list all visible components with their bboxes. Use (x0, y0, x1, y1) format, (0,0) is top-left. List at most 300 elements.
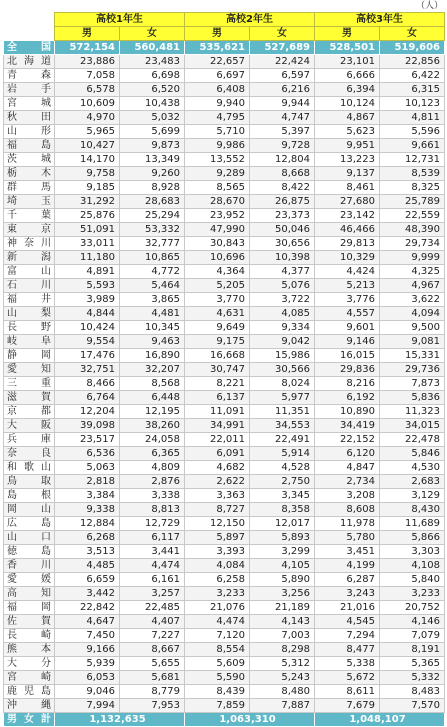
table-cell: 5,590 (185, 671, 250, 685)
table-cell: 13,552 (185, 153, 250, 167)
table-cell: 8,298 (250, 643, 315, 657)
table-cell: 34,991 (185, 419, 250, 433)
prefecture-name: 奈良 (4, 447, 55, 461)
table-cell: 12,731 (380, 153, 445, 167)
table-cell: 5,893 (250, 531, 315, 545)
prefecture-name: 兵庫 (4, 433, 55, 447)
table-cell: 3,384 (55, 489, 120, 503)
prefecture-name: 福島 (4, 139, 55, 153)
table-cell: 6,536 (55, 447, 120, 461)
prefecture-name: 神奈川 (4, 237, 55, 251)
table-cell: 4,772 (120, 265, 185, 279)
grade-2-header: 高校2年生 (185, 13, 315, 27)
table-cell: 4,809 (120, 461, 185, 475)
table-cell: 10,345 (120, 321, 185, 335)
table-cell: 8,191 (380, 643, 445, 657)
table-cell: 4,094 (380, 307, 445, 321)
table-cell: 6,365 (120, 447, 185, 461)
table-row (4, 125, 445, 139)
table-cell: 6,287 (315, 573, 380, 587)
table-cell: 7,679 (315, 699, 380, 713)
table-cell: 3,865 (120, 293, 185, 307)
table-row (4, 643, 445, 657)
table-cell: 9,334 (250, 321, 315, 335)
table-cell: 8,668 (250, 167, 315, 181)
table-cell: 9,999 (380, 251, 445, 265)
table-cell: 2,734 (315, 475, 380, 489)
table-cell: 5,965 (55, 125, 120, 139)
table-cell: 3,622 (380, 293, 445, 307)
table-cell: 12,884 (55, 517, 120, 531)
table-row (4, 699, 445, 713)
table-row (4, 573, 445, 587)
table-cell: 29,813 (315, 237, 380, 251)
table-row (4, 111, 445, 125)
table-cell: 9,986 (185, 139, 250, 153)
table-cell: 11,180 (55, 251, 120, 265)
table-cell: 9,260 (120, 167, 185, 181)
prefecture-name: 福井 (4, 293, 55, 307)
table-cell: 32,777 (120, 237, 185, 251)
table-cell: 3,243 (315, 587, 380, 601)
table-cell: 6,120 (315, 447, 380, 461)
table-cell: 8,477 (315, 643, 380, 657)
prefecture-name: 大阪 (4, 419, 55, 433)
table-cell: 4,557 (315, 307, 380, 321)
table-cell: 7,058 (55, 69, 120, 83)
table-cell: 3,129 (380, 489, 445, 503)
table-cell: 16,668 (185, 349, 250, 363)
table-cell: 8,216 (315, 377, 380, 391)
table-cell: 3,303 (380, 545, 445, 559)
table-cell: 29,736 (380, 363, 445, 377)
table-cell: 5,890 (250, 573, 315, 587)
table-cell: 7,003 (250, 629, 315, 643)
table-cell: 4,545 (315, 615, 380, 629)
table-row (4, 251, 445, 265)
table-cell: 5,609 (185, 657, 250, 671)
table-cell: 23,101 (315, 55, 380, 69)
table-cell: 5,914 (250, 447, 315, 461)
table-cell: 8,565 (185, 181, 250, 195)
table-cell: 34,015 (380, 419, 445, 433)
table-cell: 22,424 (250, 55, 315, 69)
table-cell: 5,710 (185, 125, 250, 139)
prefecture-name: 山形 (4, 125, 55, 139)
table-cell: 9,185 (55, 181, 120, 195)
table-cell: 9,046 (55, 685, 120, 699)
table-row (4, 447, 445, 461)
prefecture-name: 長崎 (4, 629, 55, 643)
table-cell: 5,464 (120, 279, 185, 293)
table-row (4, 545, 445, 559)
table-cell: 5,365 (380, 657, 445, 671)
table-cell: 4,867 (315, 111, 380, 125)
table-cell: 6,137 (185, 391, 250, 405)
table-row (4, 97, 445, 111)
table-cell: 5,205 (185, 279, 250, 293)
prefecture-name: 新潟 (4, 251, 55, 265)
table-cell: 4,485 (55, 559, 120, 573)
table-cell: 3,345 (250, 489, 315, 503)
table-cell: 4,891 (55, 265, 120, 279)
table-row (4, 615, 445, 629)
table-cell: 4,474 (120, 559, 185, 573)
table-row (4, 377, 445, 391)
table-cell: 10,890 (315, 405, 380, 419)
female-header: 女 (250, 27, 315, 41)
table-cell: 23,517 (55, 433, 120, 447)
table-row (4, 363, 445, 377)
table-cell: 12,729 (120, 517, 185, 531)
table-cell: 9,463 (120, 335, 185, 349)
table-cell: 10,865 (120, 251, 185, 265)
table-cell: 6,268 (55, 531, 120, 545)
table-cell: 29,836 (315, 363, 380, 377)
table-cell: 30,843 (185, 237, 250, 251)
table-cell: 22,478 (380, 433, 445, 447)
gender-header-row (4, 27, 445, 41)
table-row (4, 475, 445, 489)
national-cell: 519,606 (380, 41, 445, 55)
male-header: 男 (185, 27, 250, 41)
table-cell: 3,338 (120, 489, 185, 503)
total-cell: 1,132,635 (55, 713, 185, 727)
table-cell: 48,390 (380, 223, 445, 237)
table-cell: 6,659 (55, 573, 120, 587)
table-cell: 3,208 (315, 489, 380, 503)
table-cell: 6,597 (250, 69, 315, 83)
table-cell: 6,315 (380, 83, 445, 97)
table-cell: 10,124 (315, 97, 380, 111)
table-cell: 3,722 (250, 293, 315, 307)
table-cell: 9,081 (380, 335, 445, 349)
table-cell: 50,046 (250, 223, 315, 237)
table-cell: 4,364 (185, 265, 250, 279)
table-cell: 8,611 (315, 685, 380, 699)
table-cell: 7,859 (185, 699, 250, 713)
table-cell: 5,312 (250, 657, 315, 671)
table-cell: 10,438 (120, 97, 185, 111)
table-cell: 22,011 (185, 433, 250, 447)
table-cell: 8,024 (250, 377, 315, 391)
table-cell: 8,928 (120, 181, 185, 195)
table-cell: 6,520 (120, 83, 185, 97)
table-cell: 3,451 (315, 545, 380, 559)
table-cell: 20,752 (380, 601, 445, 615)
table-cell: 4,085 (250, 307, 315, 321)
prefecture-name: 埼玉 (4, 195, 55, 209)
table-cell: 5,213 (315, 279, 380, 293)
table-cell: 5,780 (315, 531, 380, 545)
prefecture-name: 三重 (4, 377, 55, 391)
table-cell: 10,609 (55, 97, 120, 111)
prefecture-name: 宮城 (4, 97, 55, 111)
table-cell: 9,137 (315, 167, 380, 181)
table-cell: 38,260 (120, 419, 185, 433)
table-cell: 4,424 (315, 265, 380, 279)
table-cell: 3,363 (185, 489, 250, 503)
table-cell: 3,770 (185, 293, 250, 307)
table-row (4, 503, 445, 517)
table-cell: 9,166 (55, 643, 120, 657)
prefecture-name: 東京 (4, 223, 55, 237)
table-cell: 5,846 (380, 447, 445, 461)
table-cell: 3,257 (120, 587, 185, 601)
table-cell: 30,747 (185, 363, 250, 377)
total-row (4, 713, 445, 727)
table-cell: 4,377 (250, 265, 315, 279)
table-cell: 5,699 (120, 125, 185, 139)
table-cell: 3,233 (185, 587, 250, 601)
table-cell: 4,967 (380, 279, 445, 293)
table-row (4, 419, 445, 433)
table-cell: 7,079 (380, 629, 445, 643)
prefecture-name: 高知 (4, 587, 55, 601)
grade-3-header: 高校3年生 (315, 13, 445, 27)
table-row (4, 55, 445, 69)
table-cell: 5,836 (380, 391, 445, 405)
table-cell: 5,866 (380, 531, 445, 545)
total-cell: 1,063,310 (185, 713, 315, 727)
prefecture-name: 熊本 (4, 643, 55, 657)
table-cell: 6,408 (185, 83, 250, 97)
prefecture-name: 栃木 (4, 167, 55, 181)
table-cell: 10,123 (380, 97, 445, 111)
table-row (4, 307, 445, 321)
table-cell: 5,063 (55, 461, 120, 475)
table-cell: 4,146 (380, 615, 445, 629)
table-cell: 5,596 (380, 125, 445, 139)
table-cell: 2,683 (380, 475, 445, 489)
table-cell: 17,476 (55, 349, 120, 363)
table-cell: 3,513 (55, 545, 120, 559)
table-cell: 24,058 (120, 433, 185, 447)
prefecture-name: 群馬 (4, 181, 55, 195)
table-cell: 6,666 (315, 69, 380, 83)
table-cell: 8,608 (315, 503, 380, 517)
table-cell: 8,667 (120, 643, 185, 657)
table-cell: 3,233 (380, 587, 445, 601)
table-cell: 7,227 (120, 629, 185, 643)
prefecture-name: 滋賀 (4, 391, 55, 405)
table-row (4, 279, 445, 293)
table-row (4, 265, 445, 279)
table-cell: 4,847 (315, 461, 380, 475)
table-cell: 16,015 (315, 349, 380, 363)
table-cell: 3,989 (55, 293, 120, 307)
table-cell: 11,689 (380, 517, 445, 531)
table-cell: 23,483 (120, 55, 185, 69)
table-cell: 21,076 (185, 601, 250, 615)
table-cell: 5,977 (250, 391, 315, 405)
table-cell: 4,084 (185, 559, 250, 573)
table-cell: 5,655 (120, 657, 185, 671)
table-cell: 12,195 (120, 405, 185, 419)
table-cell: 4,631 (185, 307, 250, 321)
table-cell: 8,439 (185, 685, 250, 699)
table-row (4, 559, 445, 573)
table-cell: 4,105 (250, 559, 315, 573)
table-cell: 5,939 (55, 657, 120, 671)
table-cell: 8,461 (315, 181, 380, 195)
total-label: 男女計 (4, 713, 55, 727)
table-cell: 5,338 (315, 657, 380, 671)
table-cell: 22,491 (250, 433, 315, 447)
table-cell: 23,886 (55, 55, 120, 69)
table-cell: 22,152 (315, 433, 380, 447)
table-cell: 7,294 (315, 629, 380, 643)
prefecture-name: 千葉 (4, 209, 55, 223)
prefecture-name: 宮崎 (4, 671, 55, 685)
national-cell: 527,689 (250, 41, 315, 55)
table-row (4, 237, 445, 251)
table-cell: 8,430 (380, 503, 445, 517)
prefecture-name: 北海道 (4, 55, 55, 69)
table-cell: 8,480 (250, 685, 315, 699)
table-row (4, 139, 445, 153)
table-cell: 2,622 (185, 475, 250, 489)
table-row (4, 671, 445, 685)
table-row (4, 181, 445, 195)
table-cell: 9,944 (250, 97, 315, 111)
table-cell: 22,856 (380, 55, 445, 69)
table-cell: 7,953 (120, 699, 185, 713)
national-cell: 535,621 (185, 41, 250, 55)
prefecture-name: 静岡 (4, 349, 55, 363)
table-cell: 4,970 (55, 111, 120, 125)
table-cell: 4,528 (250, 461, 315, 475)
table-cell: 8,358 (250, 503, 315, 517)
table-cell: 9,728 (250, 139, 315, 153)
table-cell: 8,813 (120, 503, 185, 517)
table-cell: 2,818 (55, 475, 120, 489)
prefecture-name: 山梨 (4, 307, 55, 321)
table-cell: 7,873 (380, 377, 445, 391)
table-cell: 6,216 (250, 83, 315, 97)
table-cell: 6,764 (55, 391, 120, 405)
table-row (4, 153, 445, 167)
table-cell: 12,804 (250, 153, 315, 167)
table-cell: 9,500 (380, 321, 445, 335)
table-cell: 6,394 (315, 83, 380, 97)
table-cell: 6,698 (120, 69, 185, 83)
table-row (4, 391, 445, 405)
table-cell: 6,091 (185, 447, 250, 461)
prefecture-name: 鳥取 (4, 475, 55, 489)
table-cell: 32,751 (55, 363, 120, 377)
table-cell: 11,091 (185, 405, 250, 419)
prefecture-name: 長野 (4, 321, 55, 335)
table-row (4, 293, 445, 307)
table-row (4, 83, 445, 97)
table-cell: 4,474 (185, 615, 250, 629)
table-row (4, 209, 445, 223)
table-cell: 10,329 (315, 251, 380, 265)
male-header: 男 (315, 27, 380, 41)
table-cell: 7,887 (250, 699, 315, 713)
table-cell: 23,373 (250, 209, 315, 223)
female-header: 女 (380, 27, 445, 41)
prefecture-name: 愛媛 (4, 573, 55, 587)
table-cell: 21,189 (250, 601, 315, 615)
table-row (4, 195, 445, 209)
table-cell: 34,553 (250, 419, 315, 433)
table-cell: 4,811 (380, 111, 445, 125)
table-row (4, 223, 445, 237)
table-cell: 28,683 (120, 195, 185, 209)
table-row (4, 657, 445, 671)
table-cell: 25,876 (55, 209, 120, 223)
table-cell: 4,682 (185, 461, 250, 475)
table-cell: 33,011 (55, 237, 120, 251)
table-cell: 5,897 (185, 531, 250, 545)
table-cell: 12,017 (250, 517, 315, 531)
prefecture-name: 大分 (4, 657, 55, 671)
table-cell: 5,672 (315, 671, 380, 685)
table-row (4, 629, 445, 643)
table-cell: 23,952 (185, 209, 250, 223)
table-cell: 4,844 (55, 307, 120, 321)
unit-label: （人） (415, 1, 443, 11)
table-cell: 32,207 (120, 363, 185, 377)
prefecture-name: 沖縄 (4, 699, 55, 713)
table-cell: 13,223 (315, 153, 380, 167)
prefecture-name: 鹿児島 (4, 685, 55, 699)
table-cell: 9,338 (55, 503, 120, 517)
table-row (4, 461, 445, 475)
table-cell: 26,875 (250, 195, 315, 209)
table-cell: 10,696 (185, 251, 250, 265)
table-cell: 10,427 (55, 139, 120, 153)
prefecture-name: 石川 (4, 279, 55, 293)
table-cell: 5,032 (120, 111, 185, 125)
table-cell: 9,649 (185, 321, 250, 335)
table-cell: 22,842 (55, 601, 120, 615)
table-row (4, 335, 445, 349)
table-cell: 10,398 (250, 251, 315, 265)
table-cell: 9,601 (315, 321, 380, 335)
table-row (4, 167, 445, 181)
table-cell: 5,332 (380, 671, 445, 685)
table-cell: 12,204 (55, 405, 120, 419)
table-cell: 7,994 (55, 699, 120, 713)
table-cell: 9,661 (380, 139, 445, 153)
prefecture-name: 山口 (4, 531, 55, 545)
table-cell: 9,042 (250, 335, 315, 349)
grade-header-row (4, 13, 445, 27)
prefecture-name: 岐阜 (4, 335, 55, 349)
table-cell: 6,422 (380, 69, 445, 83)
table-cell: 3,776 (315, 293, 380, 307)
table-cell: 10,424 (55, 321, 120, 335)
table-cell: 6,192 (315, 391, 380, 405)
table-cell: 3,256 (250, 587, 315, 601)
table-cell: 3,442 (55, 587, 120, 601)
prefecture-name: 香川 (4, 559, 55, 573)
table-cell: 11,978 (315, 517, 380, 531)
table-cell: 30,656 (250, 237, 315, 251)
table-cell: 9,951 (315, 139, 380, 153)
table-cell: 53,332 (120, 223, 185, 237)
table-cell: 8,779 (120, 685, 185, 699)
table-cell: 51,091 (55, 223, 120, 237)
table-cell: 39,098 (55, 419, 120, 433)
table-cell: 22,559 (380, 209, 445, 223)
table-cell: 12,150 (185, 517, 250, 531)
table-cell: 21,016 (315, 601, 380, 615)
table-cell: 4,795 (185, 111, 250, 125)
